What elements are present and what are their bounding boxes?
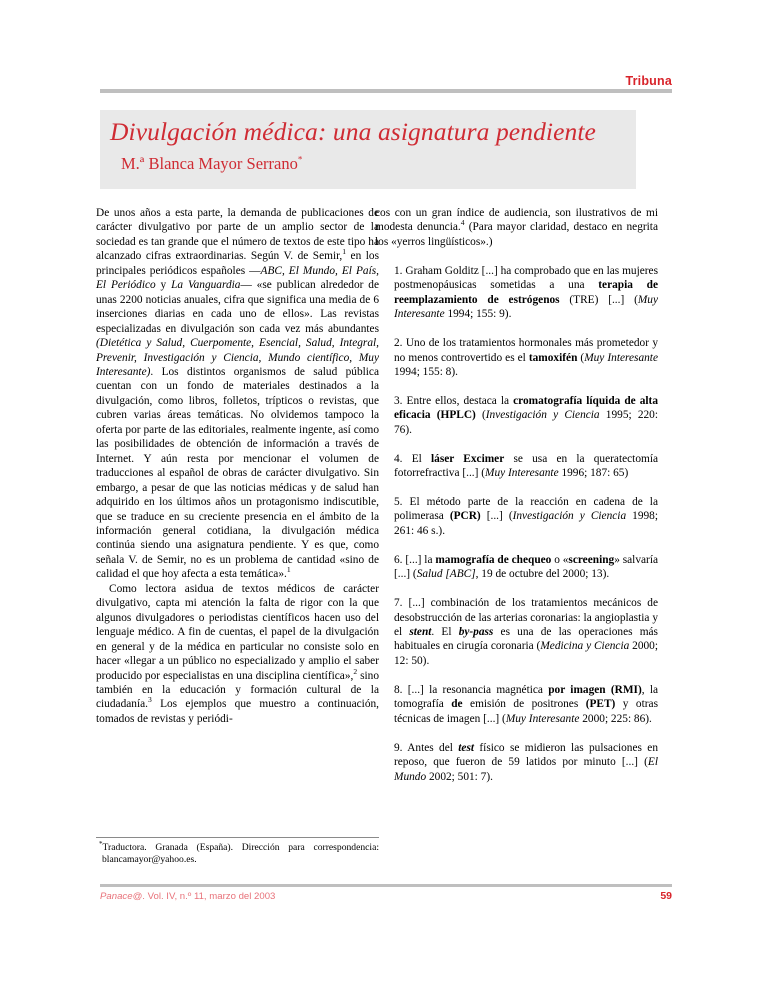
example-item: 4. El láser Excimer se usa en la queratectomía fotorrefractiva [...] (Muy Interesante 1996; 187: 65) [394, 452, 659, 480]
footer-journal-name: Panace@ [100, 891, 143, 902]
running-head-label: Tribuna [625, 74, 672, 88]
example-item: 2. Uno de los tratamientos hormonales más prometedor y no menos controvertido es el tamoxifén (Muy Interesante 1994; 155: 8). [394, 337, 658, 378]
example-item: 3. Entre ellos, destaca la cromatografía líquida de alta eficacia (HPLC) (Investigación y Ciencia 1995; 220: 76). [394, 394, 659, 436]
body-column-right [375, 206, 658, 784]
example-item: 1. Graham Golditz [...] ha comprobado que en las mujeres postmenopáusicas sometidas a una terapia de reemplazamiento de estrógenos (TRE) [...] (Muy Interesante 1994; 155: 9). [394, 264, 659, 321]
paragraph-intro-continued: cos con un gran índice de audiencia, son ilustrativos de mi modesta denuncia.$^4$ (Para mayor claridad, destaco en negrita los «yerros lingüísticos».) [375, 207, 658, 248]
paragraph-analysis: Como lectora asidua de textos médicos de carácter divulgativo, capta mi atención la falta de rigor con la que algunos divulgadores o periodistas científicos hacen uso del lenguaje médico. A fin de cuentas, el papel de la divulgación en general y de la médica en particular no consiste solo en hacer «llegar a un público no especializado y amplio el saber producido por especialistas en una disciplina científica»,$^2$ sino también en la educación y formación cultural de la ciudadanía.$^3$ Los ejemplos que muestro a continuación, tomados de revistas y periódi- [96, 582, 379, 725]
author-name: M.ª Blanca Mayor Serrano [121, 154, 298, 173]
footnote-body: Traductora. Granada (España). Dirección para correspondencia: blancamayor@yahoo.es. [102, 842, 379, 866]
running-head [100, 74, 672, 100]
running-head-rule [100, 89, 672, 93]
page-number: 59 [660, 890, 672, 902]
body-column-left [96, 206, 379, 726]
author-line [121, 154, 302, 174]
page-title: Divulgación médica: una asignatura pendiente [110, 117, 596, 146]
example-item: 6. [...] la mamografía de chequeo o «screening» salvaría [...] (Salud [ABC], 19 de octubre del 2000; 13). [394, 553, 659, 581]
author-footnote-marker: * [297, 154, 303, 165]
footnote-separator [96, 837, 379, 838]
footer-rule [100, 884, 672, 887]
example-item: 5. El método parte de la reacción en cadena de la polimerasa (PCR) [...] (Investigación y Ciencia 1998; 261: 46 s.). [394, 495, 659, 537]
example-item: 7. [...] combinación de los tratamientos mecánicos de desobstrucción de las arterias coronarias: la angioplastia y el stent. El by-pass es una de las operaciones más habituales en cirugía coronaria (Medicina y Ciencia 2000; 12: 50). [394, 597, 659, 667]
footnote-text [96, 839, 379, 866]
title-block [100, 110, 636, 189]
footnote-marker: * [99, 839, 103, 848]
footer-citation [100, 891, 275, 903]
examples-list [394, 264, 658, 784]
footnote-block [96, 837, 379, 866]
example-item: 8. [...] la resonancia magnética por imagen (RMI), la tomografía de emisión de positrones (PET) y otras técnicas de imagen [...] (Muy Interesante 2000; 225: 86). [394, 683, 659, 725]
paragraph-intro: De unos años a esta parte, la demanda de publicaciones de carácter divulgativo por parte de un amplio sector de la sociedad es tan grande que el número de textos de este tipo ha alcanzado cifras extraordinarias. Según V. de Semir,$^1$ en los principales periódicos españoles —ABC, El Mundo, El País, El Periódico y La Vanguardia— «se publican alrededor de unas 2200 noticias anuales, cifra que significa una media de 6 inserciones diarias en cada uno de ellos». Las revistas especializadas en divulgación son cada vez más abundantes (Dietética y Salud, Cuerpomente, Esencial, Salud, Integral, Prevenir, Investigación y Ciencia, Mundo científico, Muy Interesante). Los distintos organismos de salud pública cuentan con un fondo de materiales destinados a la divulgación, como libros, folletos, trípticos o revistas, que cubren varias áreas temáticas. No olvidemos tampoco la oferta por parte de las editoriales, realmente ingente, así como las posibilidades de obtención de información a través de Internet. Y aún resta por mencionar el volumen de traducciones al español de obras de carácter divulgativo. Sin embargo, a pesar de que las noticias médicas y de salud han adquirido en los últimos años un protagonismo indiscutible, que se traduce en su creciente presencia en el ámbito de la información general cotidiana, la divulgación médica continúa siendo una asignatura pendiente. Y es que, como señala V. de Semir, no es un problema de cantidad «sino de calidad el que hoy afecta a esta temática».$^1$ [96, 207, 379, 581]
example-item: 9. Antes del test físico se midieron las pulsaciones en reposo, que fueron de 59 latidos por minuto [...] (El Mundo 2002; 501: 7). [394, 741, 658, 783]
footer-citation-rest: . Vol. IV, n.º 11, marzo del 2003 [142, 891, 276, 902]
